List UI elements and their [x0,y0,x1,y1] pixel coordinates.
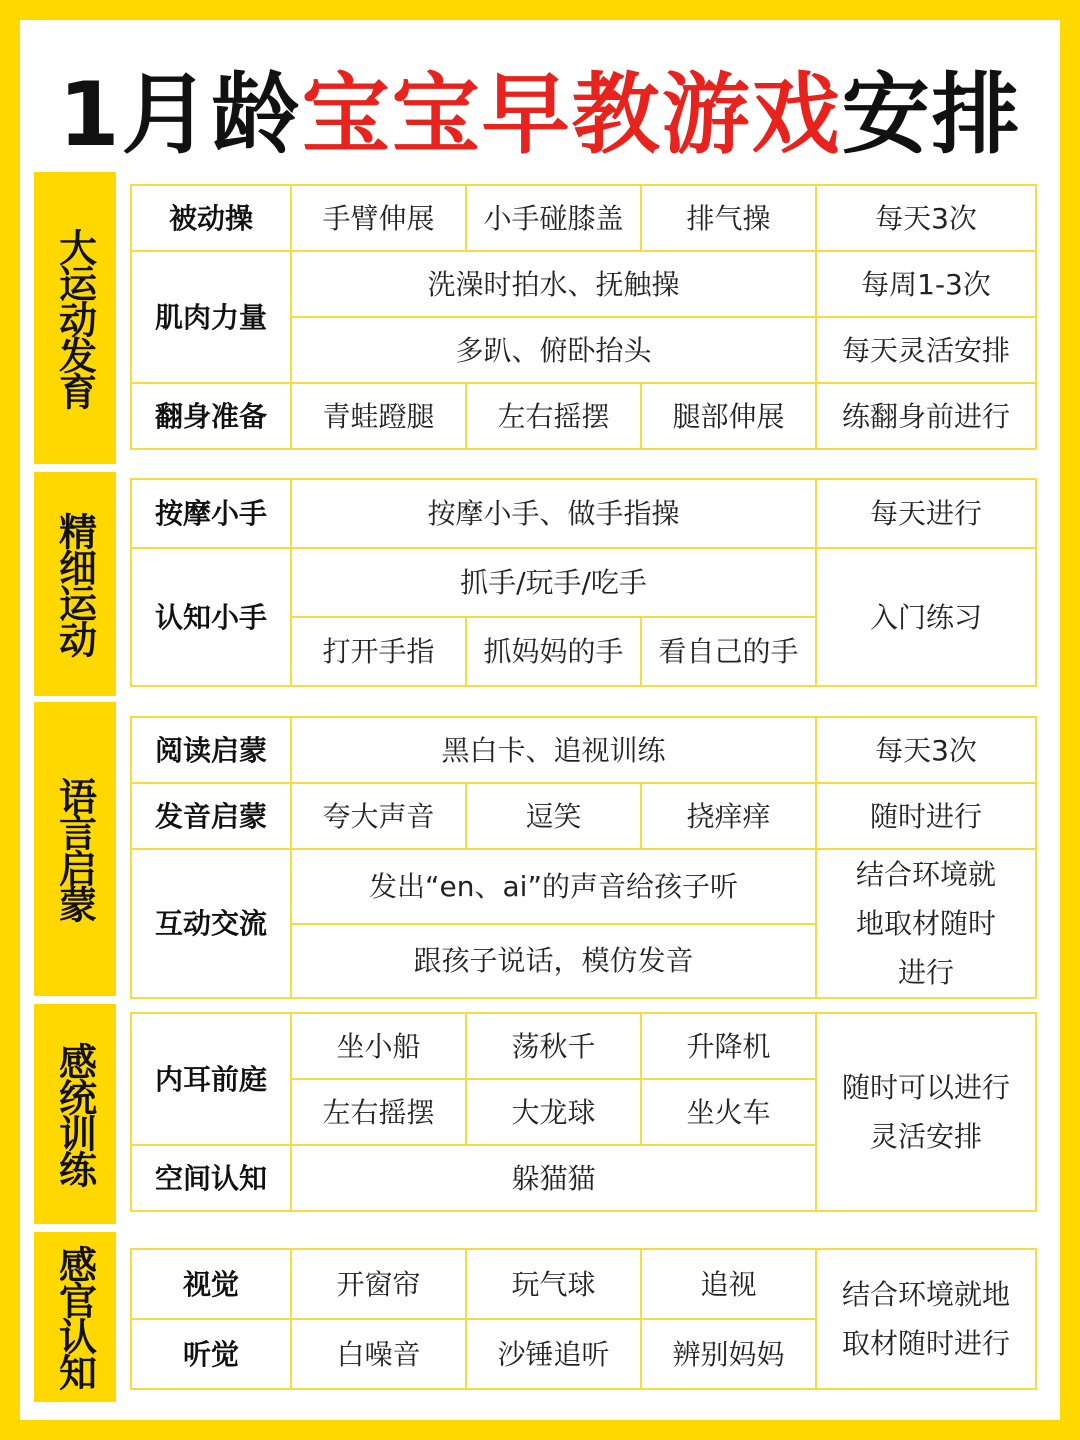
row-header: 视觉 [131,1249,291,1319]
section-label-language [34,702,116,996]
table-cell: 发出“en、ai”的声音给孩子听 [291,849,816,924]
frequency-cell: 结合环境就地取材随时进行 [816,849,1036,998]
frequency-cell: 每天3次 [816,717,1036,783]
frequency-cell: 每天进行 [816,479,1036,548]
table-cell: 玩气球 [466,1249,641,1319]
fine-motor-table [130,478,1037,687]
table-cell: 抓手/玩手/吃手 [291,548,816,617]
frequency-cell: 每周1-3次 [816,251,1036,317]
table-cell: 荡秋千 [466,1013,641,1079]
table-row [131,479,1036,548]
frequency-cell: 每天3次 [816,185,1036,251]
table-cell: 洗澡时拍水、抚触操 [291,251,816,317]
frequency-cell: 随时进行 [816,783,1036,849]
row-header: 认知小手 [131,548,291,686]
table-cell: 白噪音 [291,1319,466,1389]
table-cell: 黑白卡、追视训练 [291,717,816,783]
row-header: 听觉 [131,1319,291,1389]
table-cell: 左右摇摆 [466,383,641,449]
table-cell: 大龙球 [466,1079,641,1145]
row-header: 肌肉力量 [131,251,291,383]
table-row [131,251,1036,317]
table-cell: 逗笑 [466,783,641,849]
language-table [130,716,1037,999]
frequency-cell: 随时可以进行灵活安排 [816,1013,1036,1211]
section-label-gross-motor [34,172,116,464]
title-part-2-highlight: 宝宝早教游戏 [301,63,842,166]
table-cell: 坐小船 [291,1013,466,1079]
table-cell: 多趴、俯卧抬头 [291,317,816,383]
table-cell: 追视 [641,1249,816,1319]
section-label-text: 精细运动 [52,512,97,656]
table-cell: 小手碰膝盖 [466,185,641,251]
row-header: 空间认知 [131,1145,291,1211]
table-cell: 手臂伸展 [291,185,466,251]
table-cell: 升降机 [641,1013,816,1079]
row-header: 翻身准备 [131,383,291,449]
table-cell: 按摩小手、做手指操 [291,479,816,548]
sensory-integration-table [130,1012,1037,1212]
table-cell: 打开手指 [291,617,466,686]
table-cell: 青蛙蹬腿 [291,383,466,449]
section-label-text: 感官认知 [52,1245,97,1389]
page-title [20,60,1060,170]
table-row [131,783,1036,849]
section-label-sensory-integration [34,1004,116,1224]
row-header: 阅读启蒙 [131,717,291,783]
table-cell: 辨别妈妈 [641,1319,816,1389]
table-cell: 坐火车 [641,1079,816,1145]
page-card [20,20,1060,1420]
table-cell: 腿部伸展 [641,383,816,449]
table-cell: 左右摇摆 [291,1079,466,1145]
senses-table [130,1248,1037,1390]
table-cell: 挠痒痒 [641,783,816,849]
table-row [131,383,1036,449]
title-part-3: 安排 [841,63,1022,166]
gross-motor-table [130,184,1037,450]
table-row [131,1249,1036,1319]
section-label-text: 语言启蒙 [52,777,97,921]
section-label-text: 感统训练 [52,1042,97,1186]
table-row [131,1013,1036,1079]
row-header: 被动操 [131,185,291,251]
table-cell: 抓妈妈的手 [466,617,641,686]
table-row [131,185,1036,251]
row-header: 互动交流 [131,849,291,998]
row-header: 按摩小手 [131,479,291,548]
section-label-senses [34,1232,116,1402]
section-label-text: 大运动发育 [52,228,97,408]
table-cell: 夸大声音 [291,783,466,849]
table-cell: 看自己的手 [641,617,816,686]
row-header: 发音启蒙 [131,783,291,849]
table-cell: 排气操 [641,185,816,251]
table-cell: 躲猫猫 [291,1145,816,1211]
frequency-cell: 练翻身前进行 [816,383,1036,449]
section-label-fine-motor [34,472,116,696]
frequency-cell: 结合环境就地取材随时进行 [816,1249,1036,1389]
frequency-cell: 入门练习 [816,548,1036,686]
row-header: 内耳前庭 [131,1013,291,1145]
table-cell: 开窗帘 [291,1249,466,1319]
table-cell: 跟孩子说话，模仿发音 [291,924,816,999]
title-part-1: 1月龄 [58,63,302,166]
table-row [131,717,1036,783]
table-row [131,548,1036,617]
frequency-cell: 每天灵活安排 [816,317,1036,383]
table-cell: 沙锤追听 [466,1319,641,1389]
table-row [131,849,1036,924]
